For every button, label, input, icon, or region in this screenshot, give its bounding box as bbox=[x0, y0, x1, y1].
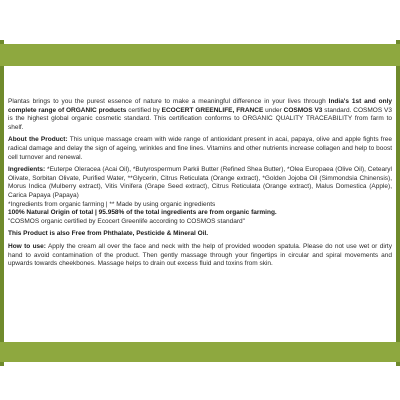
about-paragraph: About the Product: This unique massage cream with wide range of antioxidant present in acai, papaya, olive and apple fights free radical damage and delay the sign of ageing, wrinkles and fine lines. Vitamins and other nutrients increase collagen and help to boost cell turnover and renewal. bbox=[8, 136, 392, 161]
intro-paragraph: Plantas brings to you the purest essence of nature to make a meaningful difference in your lives through India's 1st and only complete range of ORGANIC products certified by ECOCERT GREENLIFE, FRANCE under COSMOS V3 standard. COSMOS V3 is the highest global organic cosmetic standard. This certification conforms to ORGANIC QUALITY TRACEABILITY from farm to shelf. bbox=[8, 98, 392, 131]
left-edge bbox=[0, 40, 4, 366]
top-green-band bbox=[0, 44, 400, 66]
about-label: About the Product: bbox=[8, 136, 68, 144]
ingredients-label: Ingredients: bbox=[8, 166, 46, 174]
cosmos-certified-note: "COSMOS organic certified by Ecocert Greenlife according to COSMOS standard" bbox=[8, 217, 245, 225]
label-text-block bbox=[8, 98, 392, 273]
natural-origin: 100% Natural Origin of total | 95.958% of the total ingredients are from organic farming. bbox=[8, 209, 277, 217]
bottom-green-band bbox=[0, 342, 400, 362]
how-to-use-paragraph: How to use: Apply the cream all over the face and neck with the help of provided wooden spatula. Please do not use wet or dirty hand to avoid contamination of the product. Then gently massage through your fingertips in circular and spiral movements and upwards towards cheekbones. Massage helps to drain out excess fluid and toxins from skin. bbox=[8, 242, 392, 268]
right-edge bbox=[396, 40, 400, 366]
how-to-use-label: How to use: bbox=[8, 242, 46, 250]
ingredients-paragraph: Ingredients: *Euterpe Oleracea (Acai Oil), *Butyrospermum Parkii Butter (Refined Shea Butter), *Olea Europaea (Olive Oil), Cetearyl Olivate, Sorbitan Olivate, Purified Water, **Glycerin, Citrus Reticulata (Orange extract), *Golden Jojoba Oil (Simmondsia Chinensis), Morus Indica (Mulberry extract), Vitis Vinifera (Grape Seed extract), Citrus Reticulata (Orange extract), Malus Domestica (Apple), Carica Papaya (Papaya) bbox=[8, 166, 392, 199]
free-from-statement: This Product is also Free from Phthalate, Pesticide & Mineral Oil. bbox=[8, 230, 209, 238]
ingredients-footnote: *Ingredients from organic farming | ** Made by using organic ingredients bbox=[8, 200, 216, 208]
